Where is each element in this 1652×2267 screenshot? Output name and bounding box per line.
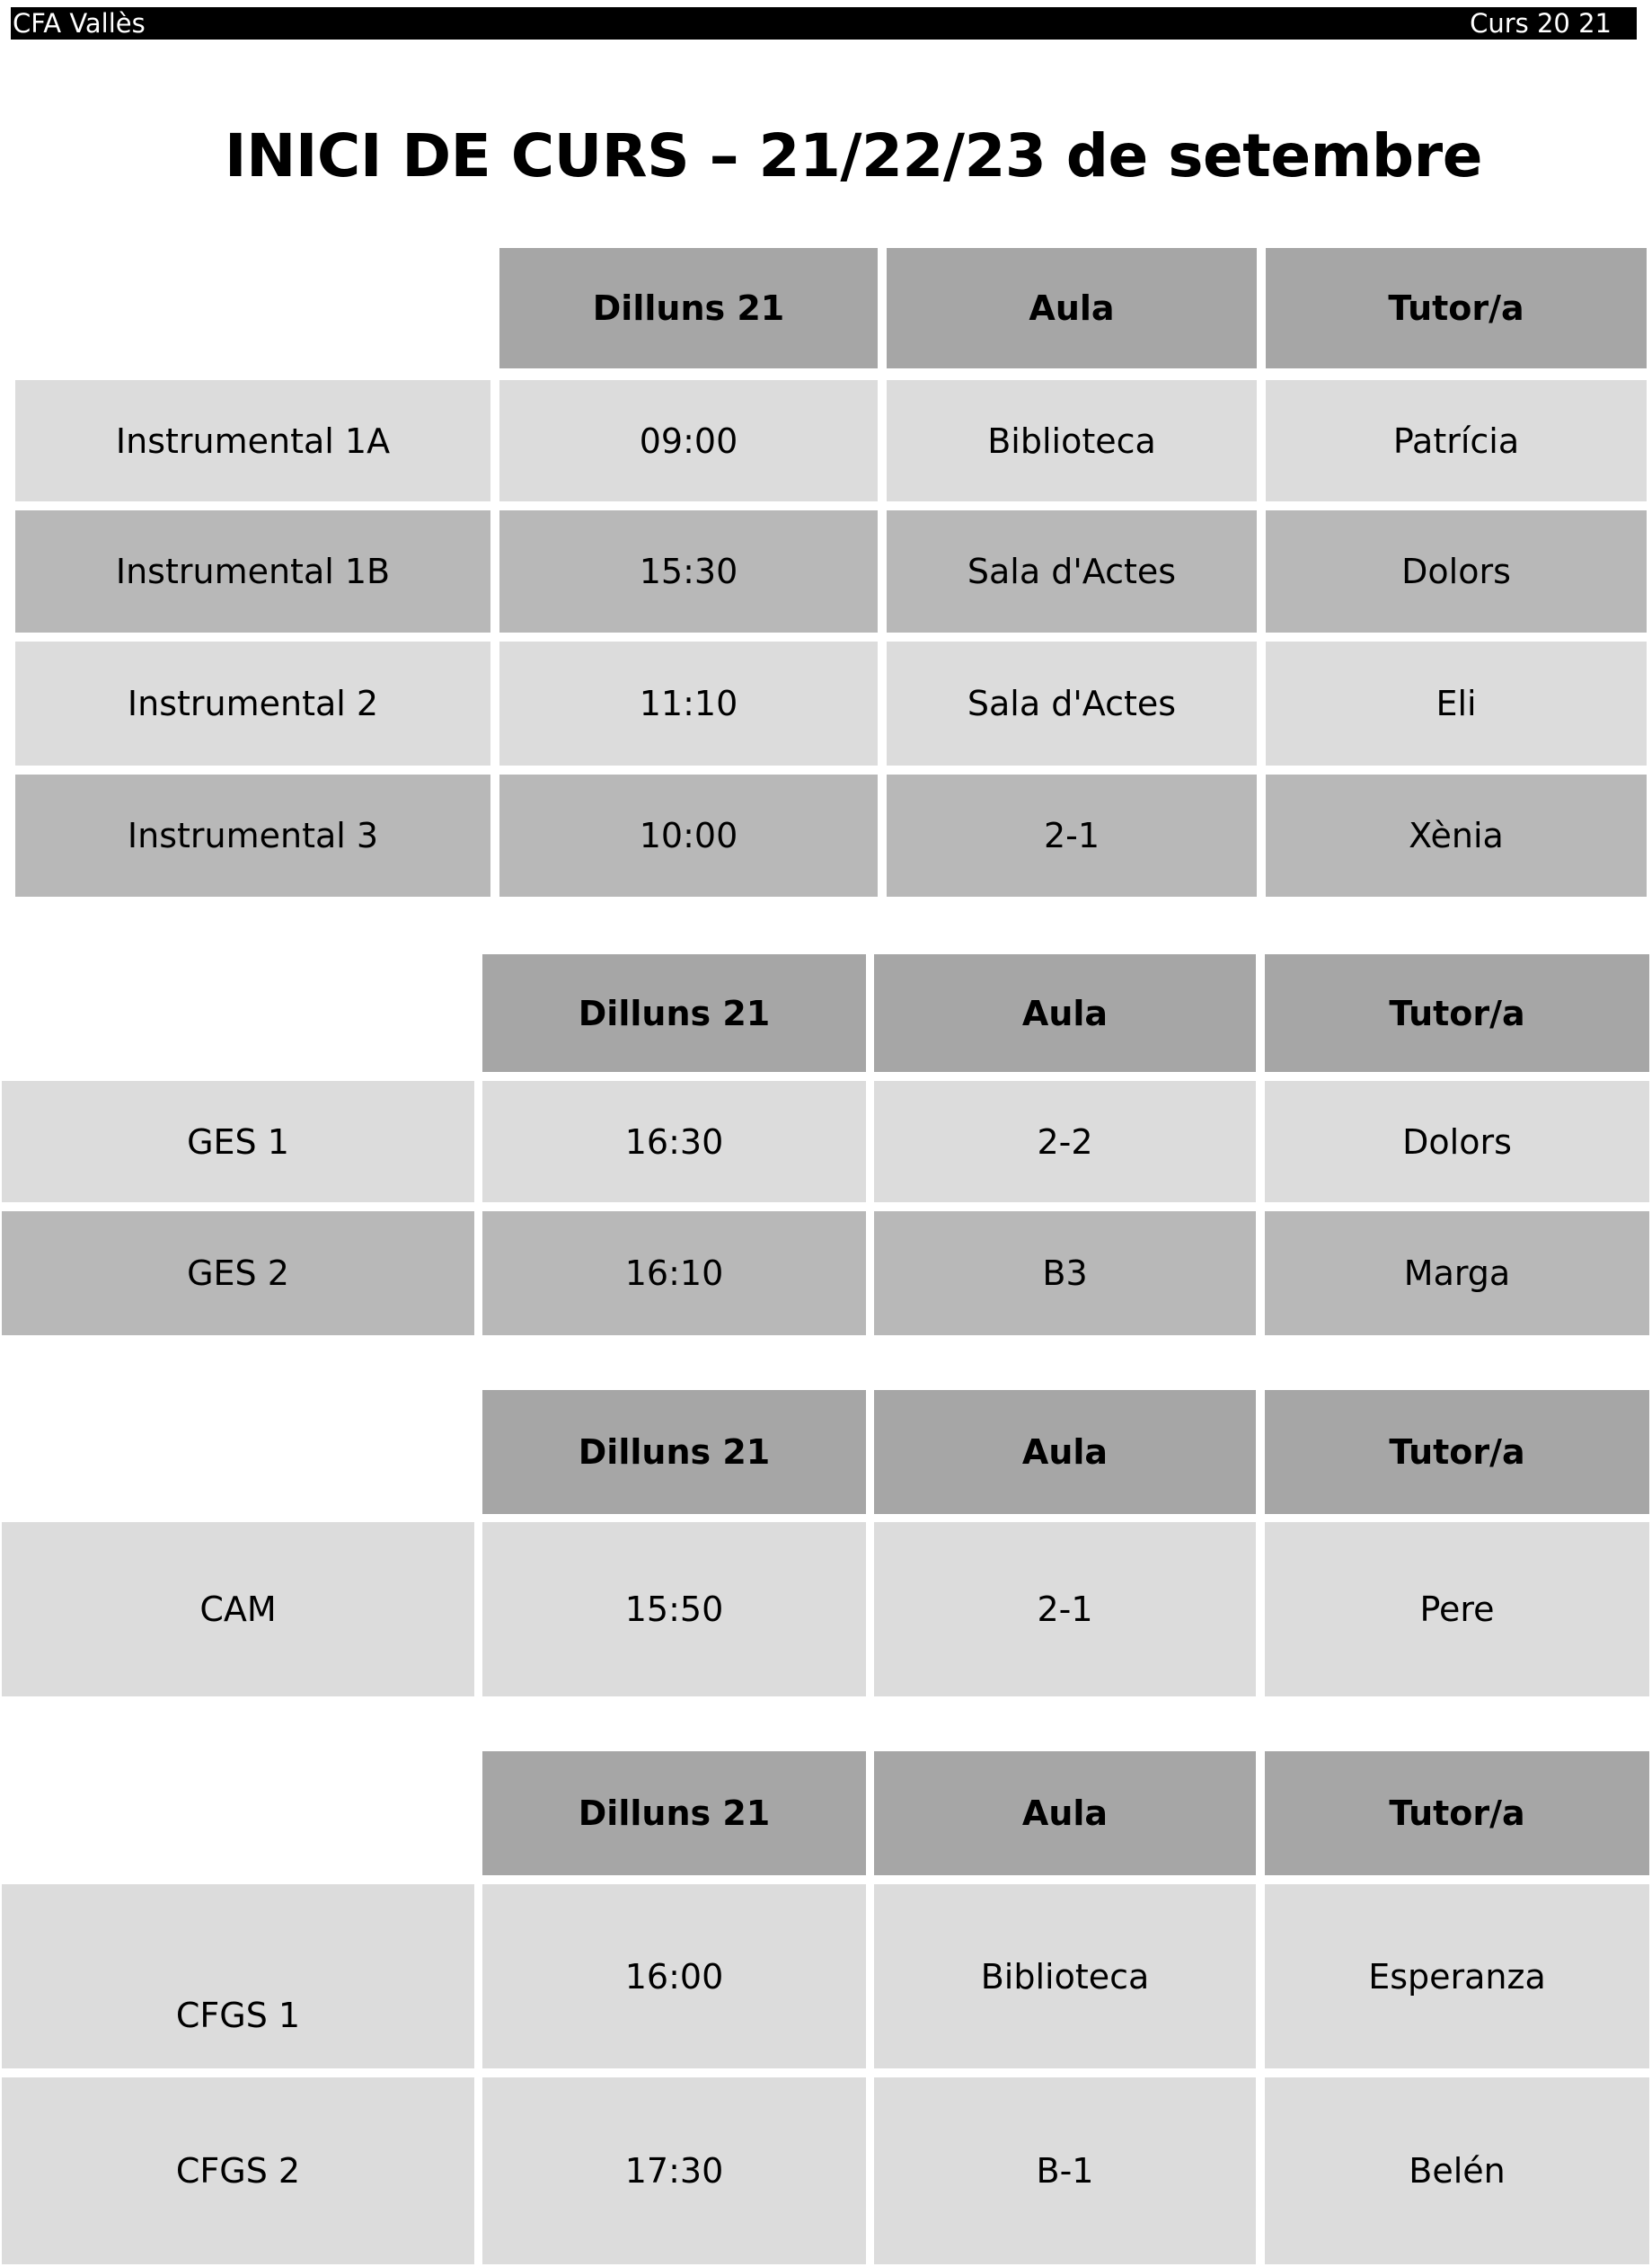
column-header-room: Aula [874,1390,1256,1514]
column-header-day: Dilluns 21 [482,954,866,1072]
row-room: Biblioteca [874,1884,1256,2068]
row-tutor: Dolors [1266,510,1647,633]
row-room: Sala d'Actes [887,510,1257,633]
row-tutor: Pere [1265,1522,1649,1696]
row-time: 16:10 [482,1211,866,1335]
column-header-tutor: Tutor/a [1266,248,1647,368]
row-group: CAM [2,1522,474,1696]
course-label: Curs 20 21 [1470,8,1612,39]
row-group: CFGS 1 [2,1884,474,2068]
page-header [11,7,1637,40]
row-group: CFGS 2 [2,2077,474,2264]
row-group: Instrumental 3 [15,775,490,897]
page-title: INICI DE CURS – 21/22/23 de setembre [225,121,1482,190]
row-time: 16:30 [482,1081,866,1202]
school-name: CFA Vallès [13,8,146,39]
row-room: 2-1 [887,775,1257,897]
row-group: GES 1 [2,1081,474,1202]
row-tutor: Esperanza [1265,1884,1649,2068]
column-header-day: Dilluns 21 [482,1751,866,1875]
row-time: 16:00 [482,1884,866,2068]
row-tutor: Patrícia [1266,380,1647,501]
column-header-tutor: Tutor/a [1265,1390,1649,1514]
column-header-tutor: Tutor/a [1265,954,1649,1072]
row-time: 15:50 [482,1522,866,1696]
row-group: GES 2 [2,1211,474,1335]
row-room: 2-1 [874,1522,1256,1696]
row-time: 10:00 [499,775,878,897]
row-room: Sala d'Actes [887,642,1257,766]
row-tutor: Xènia [1266,775,1647,897]
row-time: 09:00 [499,380,878,501]
row-room: Biblioteca [887,380,1257,501]
row-time: 15:30 [499,510,878,633]
row-group: Instrumental 1B [15,510,490,633]
row-group: Instrumental 1A [15,380,490,501]
column-header-room: Aula [874,954,1256,1072]
row-time: 11:10 [499,642,878,766]
row-tutor: Marga [1265,1211,1649,1335]
row-room: 2-2 [874,1081,1256,1202]
column-header-room: Aula [887,248,1257,368]
column-header-tutor: Tutor/a [1265,1751,1649,1875]
column-header-room: Aula [874,1751,1256,1875]
row-tutor: Eli [1266,642,1647,766]
row-time: 17:30 [482,2077,866,2264]
row-room: B3 [874,1211,1256,1335]
column-header-day: Dilluns 21 [482,1390,866,1514]
row-tutor: Dolors [1265,1081,1649,1202]
row-tutor: Belén [1265,2077,1649,2264]
row-room: B-1 [874,2077,1256,2264]
column-header-day: Dilluns 21 [499,248,878,368]
row-group: Instrumental 2 [15,642,490,766]
